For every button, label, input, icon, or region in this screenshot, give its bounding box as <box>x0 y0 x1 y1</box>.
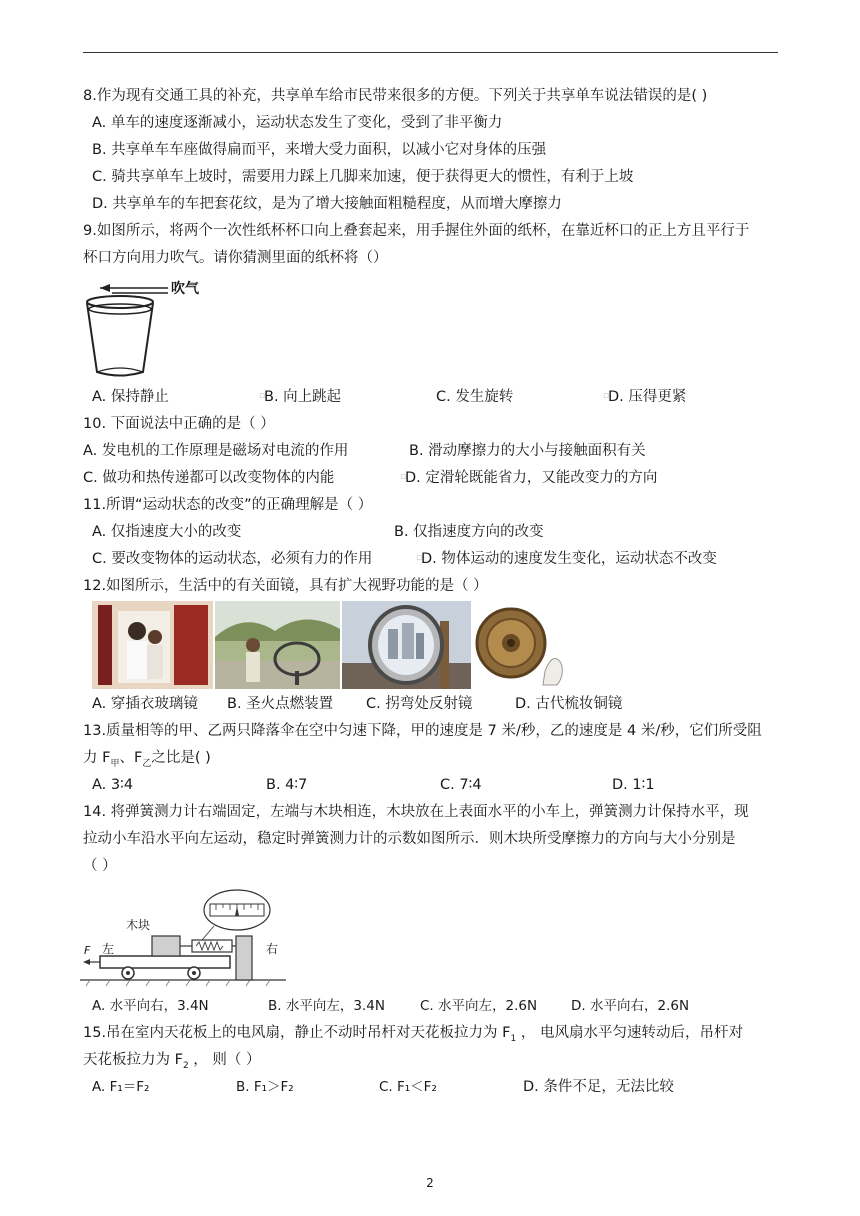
q14-option-c: C. 水平向左，2.6N <box>420 998 538 1014</box>
blow-label: 吹气 <box>171 281 199 297</box>
q11-option-b: B. 仅指速度方向的改变 <box>394 524 544 540</box>
q10-option-a: A. 发电机的工作原理是磁场对电流的作用 <box>83 443 349 459</box>
q14-option-b: B. 水平向左，3.4N <box>268 998 385 1014</box>
q15-option-a: A. F₁＝F₂ <box>92 1079 150 1095</box>
q9-stem-line1: 9.如图所示，将两个一次性纸杯杯口向上叠套起来，用手握住外面的纸杯，在靠近杯口的正上方且平行于 <box>83 223 750 239</box>
q13-option-c: C. 7∶4 <box>440 777 482 793</box>
q12-option-b: B. 圣火点燃装置 <box>227 696 334 712</box>
q12-option-d: D. 古代梳妆铜镜 <box>515 696 623 712</box>
q12-option-c: C. 拐弯处反射镜 <box>366 696 473 712</box>
q14-stem-line1: 14. 将弹簧测力计右端固定，左端与木块相连，木块放在上表面水平的小车上，弹簧测力计保持水平，现 <box>83 804 749 820</box>
q8-option-d: D. 共享单车的车把套花纹，是为了增大接触面粗糙程度，从而增大摩擦力 <box>92 196 562 212</box>
q13-option-a: A. 3∶4 <box>92 777 134 793</box>
q13-stem-line1: 13.质量相等的甲、乙两只降落伞在空中匀速下降，甲的速度是 7 米/秒，乙的速度是 4 米/秒，它们所受阻 <box>83 723 762 739</box>
q10-option-c: C. 做功和热传递都可以改变物体的内能 <box>83 470 335 486</box>
q10-option-d: D. 定滑轮既能省力，又能改变力的方向 <box>405 470 658 486</box>
q8-option-c: C. 骑共享单车上坡时，需要用力踩上几脚来加速，便于获得更大的惯性，有利于上坡 <box>92 169 634 185</box>
mirror-photo-c <box>342 601 471 689</box>
q8-stem: 8.作为现有交通工具的补充，共享单车给市民带来很多的方便。下列关于共享单车说法错误的是( ) <box>83 88 708 104</box>
q9-option-d: D. 压得更紧 <box>608 389 687 405</box>
q15-option-c: C. F₁＜F₂ <box>379 1079 437 1095</box>
paper-cups-figure <box>80 276 210 382</box>
q10-stem: 10. 下面说法中正确的是（ ） <box>83 416 275 432</box>
block-label: 木块 <box>126 918 151 932</box>
q9-option-c: C. 发生旋转 <box>436 389 514 405</box>
q11-option-a: A. 仅指速度大小的改变 <box>92 524 242 540</box>
q8-option-b: B. 共享单车车座做得扁而平，来增大受力面积，以减小它对身体的压强 <box>92 142 547 158</box>
q13-stem-line2: 力 $F_甲$、$F_乙$之比是( ) <box>83 750 211 769</box>
spring-scale-cart-figure <box>80 882 286 988</box>
mirror-photo-d <box>473 601 573 689</box>
mirror-photo-a <box>92 601 213 689</box>
q14-option-a: A. 水平向右，3.4N <box>92 998 209 1014</box>
q15-stem-line2: 天花板拉力为 $F_2$ ， 则（ ） <box>83 1052 261 1071</box>
q9-option-a: A. 保持静止 <box>92 389 169 405</box>
q8-option-a: A. 单车的速度逐渐减小，运动状态发生了变化，受到了非平衡力 <box>92 115 503 131</box>
page-number: 2 <box>426 1176 434 1190</box>
left-label: 左 <box>102 942 115 956</box>
q9-option-b: B. 向上跳起 <box>264 389 342 405</box>
q14-stem-line3: （ ） <box>83 858 117 874</box>
q11-stem: 11.所谓“运动状态的改变”的正确理解是（ ） <box>83 497 373 513</box>
q13-option-d: D. 1∶1 <box>612 777 655 793</box>
q12-stem: 12.如图所示，生活中的有关面镜，具有扩大视野功能的是（ ） <box>83 578 488 594</box>
mirror-photo-b <box>215 601 340 689</box>
q10-option-b: B. 滑动摩擦力的大小与接触面积有关 <box>409 443 646 459</box>
right-label: 右 <box>266 942 279 956</box>
q15-option-d: D. 条件不足，无法比较 <box>523 1079 674 1095</box>
q13-option-b: B. 4∶7 <box>266 777 308 793</box>
q9-stem-line2: 杯口方向用力吹气。请你猜测里面的纸杯将（） <box>83 250 388 266</box>
header-rule <box>83 52 778 53</box>
q15-option-b: B. F₁＞F₂ <box>236 1079 294 1095</box>
spring-scale-cart-drawing <box>80 882 286 988</box>
q11-option-c: C. 要改变物体的运动状态，必须有力的作用 <box>92 551 373 567</box>
q11-option-d: D. 物体运动的速度发生变化，运动状态不改变 <box>421 551 717 567</box>
q12-option-a: A. 穿插衣玻璃镜 <box>92 696 198 712</box>
q15-stem-line1: 15.吊在室内天花板上的电风扇，静止不动时吊杆对天花板拉力为 $F_1$ ， 电风扇水平匀速转动后，吊杆对 <box>83 1025 743 1044</box>
force-label: F <box>84 944 91 957</box>
q14-option-d: D. 水平向右，2.6N <box>571 998 690 1014</box>
q14-stem-line2: 拉动小车沿水平向左运动，稳定时弹簧测力计的示数如图所示．则木块所受摩擦力的方向与大小分别是 <box>83 831 736 847</box>
